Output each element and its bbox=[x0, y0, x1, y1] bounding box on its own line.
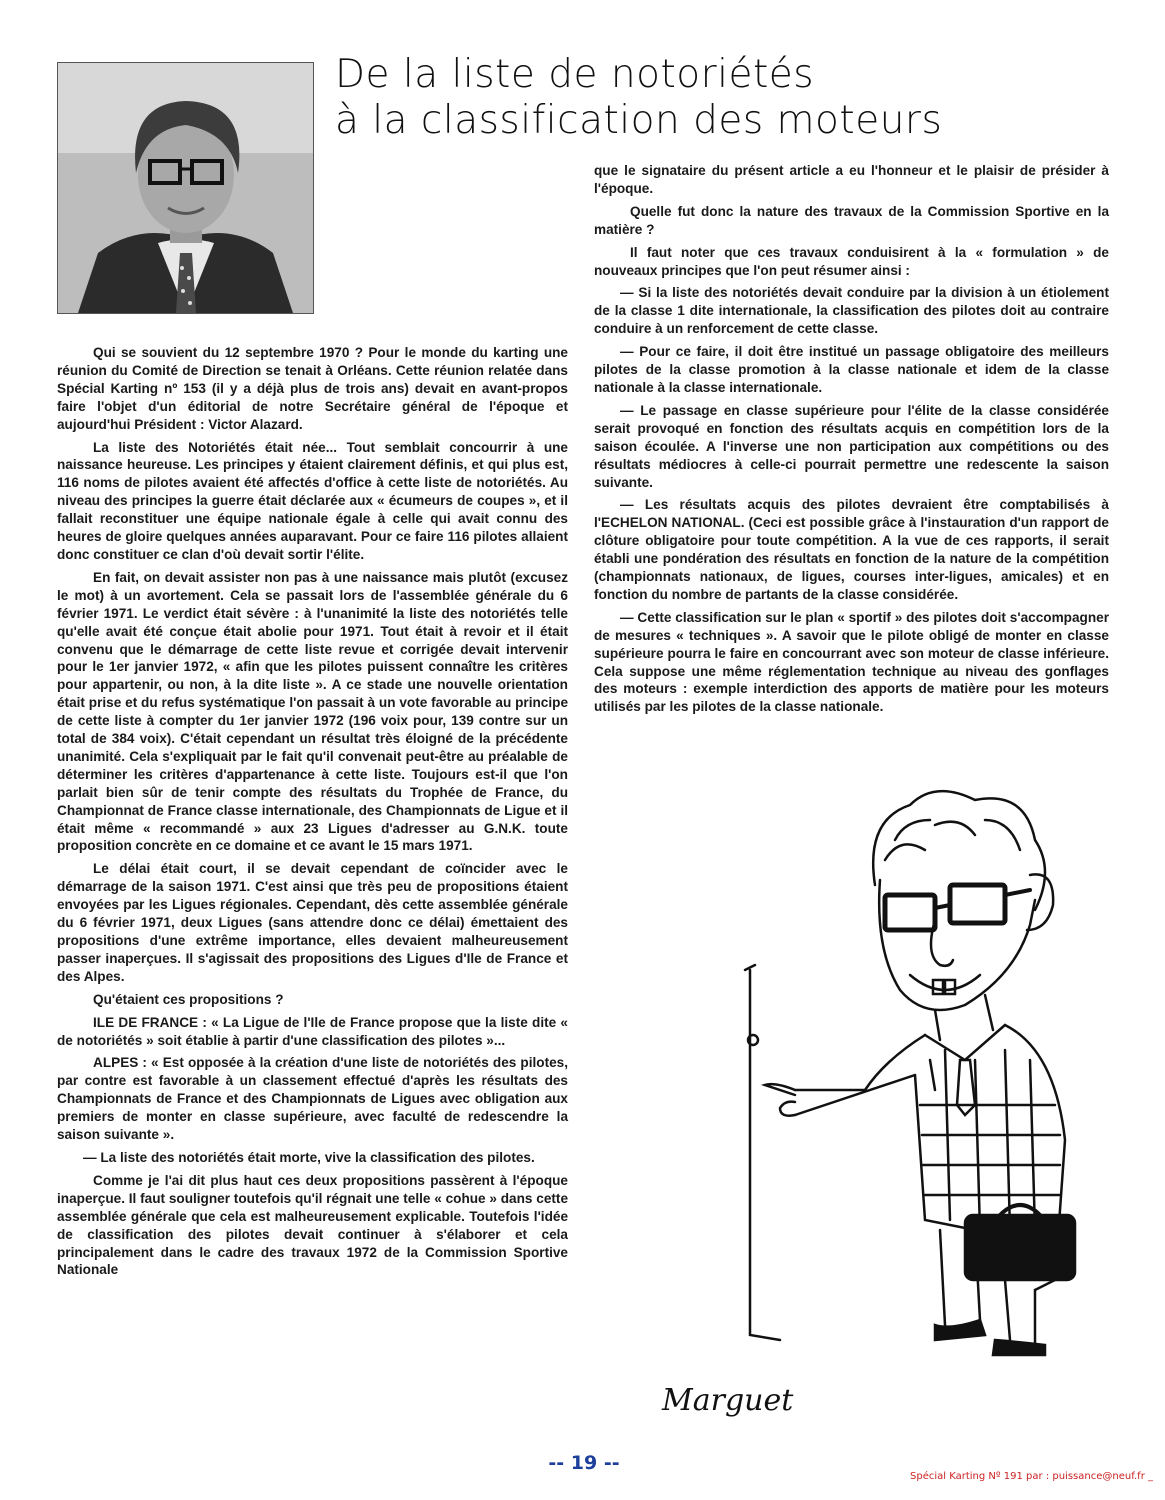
paragraph: — Les résultats acquis des pilotes devraient être comptabilisés à l'ECHELON NATIONAL. (Ceci est possible grâce à l'instauration d'un rapport de clôture obligatoire pour toute compétition. A la vue de ces rapports, il serait établi une pondération des résultats en fonction de la nature de la compétition (championnats nationaux, de ligues, courses inter-ligues, amicales) et en fonction du nombre de partants de la classe considérée. bbox=[594, 497, 1109, 602]
paragraph: — Si la liste des notoriétés devait conduire par la division à un étiolement de la classe 1 dite internationale, la classification des pilotes doit au contraire conduire à un renforcement de cette classe. bbox=[594, 285, 1109, 337]
paragraph: Comme je l'ai dit plus haut ces deux propositions passèrent à l'époque inaperçue. Il faut souligner toutefois qu'il régnait une telle « cohue » dans cette assemblée générale que cela est malheureusement explicable. Toutefois l'idée de classification des pilotes devait continuer à s'élaborer et cela principalement dans le cadre des travaux 1972 de la Commission Sportive Nationale bbox=[57, 1172, 568, 1278]
paragraph: ALPES : « Est opposée à la création d'une liste de notoriétés des pilotes, par contre est favorable à un classement effectué d'après les résultats des Championnats de France et des Championnats de Ligues avec obligation aux premiers de monter en classe supérieure, avec faculté de redescendre la saison suivante ». bbox=[57, 1055, 568, 1143]
paragraph: Qu'étaient ces propositions ? bbox=[93, 991, 284, 1007]
paragraph: Le délai était court, il se devait cependant de coïncider avec le démarrage de la saison 1971. C'est ainsi que très peu de propositions étaient envoyées par les Ligues régionales. Cependant, dès cette assemblée générale du 6 février 1971, deux Ligues (sans attendre donc ce délai) émettaient des propositions d'une extrême importance, elles devaient malheureusement passer inaperçues. Il s'agissait des propositions des Ligues d'Ile de France et des Alpes. bbox=[57, 861, 568, 984]
page-number: -- 19 -- bbox=[548, 1452, 620, 1474]
title-line-2: à la classification des moteurs bbox=[335, 98, 943, 143]
artist-signature: Marguet bbox=[662, 1383, 794, 1418]
paragraph: Il faut noter que ces travaux conduisirent à la « formulation » de nouveaux principes que l'on peut résumer ainsi : bbox=[594, 244, 1109, 278]
caricature-illustration bbox=[735, 760, 1095, 1380]
paragraph: Qui se souvient du 12 septembre 1970 ? Pour le monde du karting une réunion du Comité de Direction se tenait à Orléans. Cette réunion relatée dans Spécial Karting nº 153 (il y a déjà plus de trois ans) devait en avant-propos faire l'objet d'un éditorial de notre Secrétaire général de l'époque et aujourd'hui Président : Victor Alazard. bbox=[57, 345, 568, 432]
title-line-1: De la liste de notoriétés bbox=[335, 52, 815, 97]
paragraph: — Pour ce faire, il doit être institué un passage obligatoire des meilleurs pilotes de la classe promotion à la classe nationale et idem de la classe nationale à la classe internationale. bbox=[594, 344, 1109, 395]
paragraph: — Cette classification sur le plan « sportif » des pilotes doit s'accompagner de mesures « techniques ». A savoir que le pilote obligé de monter en classe supérieure pourra le faire en concourrant avec son moteur de classe inférieure. Cela suppose une même réglementation technique au niveau des gonflages des moteurs : exemple interdiction des apports de matière pour les moteurs utilisés par les pilotes de la classe nationale. bbox=[594, 609, 1109, 715]
article-title bbox=[335, 52, 1135, 144]
paragraph: La liste des Notoriétés était née... Tout semblait concourrir à une naissance heureuse. Les principes y étaient clairement définis, et qui plus est, 116 noms de pilotes avaient été affectés d'office à cette liste de notoriétés. Au niveau des principes la guerre était déclarée aux « écumeurs de coupes », et il fallait reconstituer une équipe nationale égale à celle qui avait connu des heures de gloire quelques années auparavant. Pour ce faire 116 pilotes allaient donc constituer ce clan d'où devait sortir l'élite. bbox=[57, 439, 568, 562]
text-column-left bbox=[57, 344, 568, 1284]
paragraph: En fait, on devait assister non pas à une naissance mais plutôt (excusez le mot) à un avortement. Cela se passait lors de l'assemblée générale du 6 février 1971. Le verdict était sévère : à l'unanimité la liste des notoriétés telle qu'elle avait été conçue était abolie pour 1971. Tout était à revoir et il était convenu que le démarrage de cette liste revue et corrigée devait intervenir pour le 1er janvier 1972, « afin que les pilotes puissent connaître les critères pour appartenir, ou non, à la dite liste ». A ce stade une nouvelle orientation était prise et du refus systématique l'on passait à un vote favorable au principe de cette liste à compter du 1er janvier 1972 (196 voix pour, 139 contre sur un total de 384 voix). C'était cependant un résultat très éloigné de la précédente unanimité. Cela s'expliquait par le fait qu'il convenait peut-être au préalable de déterminer les critères d'appartenance à cette liste. Toujours est-il que l'on parlait bien sûr de tenir compte des résultats du Trophée de France, du Championnat de France classe internationale, des Championnats de Ligue et il était même « recommandé » aux 23 Ligues d'adresser au G.N.K. toute proposition concrète en ce domaine et ce avant le 15 mars 1971. bbox=[57, 569, 568, 854]
paragraph: ILE DE FRANCE : « La Ligue de l'Ile de France propose que la liste dite « de notoriétés » soit établie à partir d'une classification des pilotes »... bbox=[57, 1014, 568, 1048]
footer-credit: Spécial Karting Nº 191 par : puissance@neuf.fr _ bbox=[910, 1471, 1153, 1482]
paragraph: — Le passage en classe supérieure pour l'élite de la classe considérée serait provoqué en fonction des résultats acquis en compétition lors de la saison écoulée. A l'inverse une non participation aux compétitions ou des résultats médiocres à celle-ci pourrait permettre une redescente la saison suivante. bbox=[594, 402, 1109, 490]
portrait-illustration bbox=[58, 63, 313, 313]
text-column-right bbox=[594, 162, 1109, 721]
paragraph: Quelle fut donc la nature des travaux de la Commission Sportive en la matière ? bbox=[594, 203, 1109, 237]
paragraph: que le signataire du présent article a eu l'honneur et le plaisir de présider à l'époque. bbox=[594, 163, 1109, 196]
author-photo bbox=[57, 62, 314, 314]
paragraph: — La liste des notoriétés était morte, vive la classification des pilotes. bbox=[83, 1149, 535, 1165]
